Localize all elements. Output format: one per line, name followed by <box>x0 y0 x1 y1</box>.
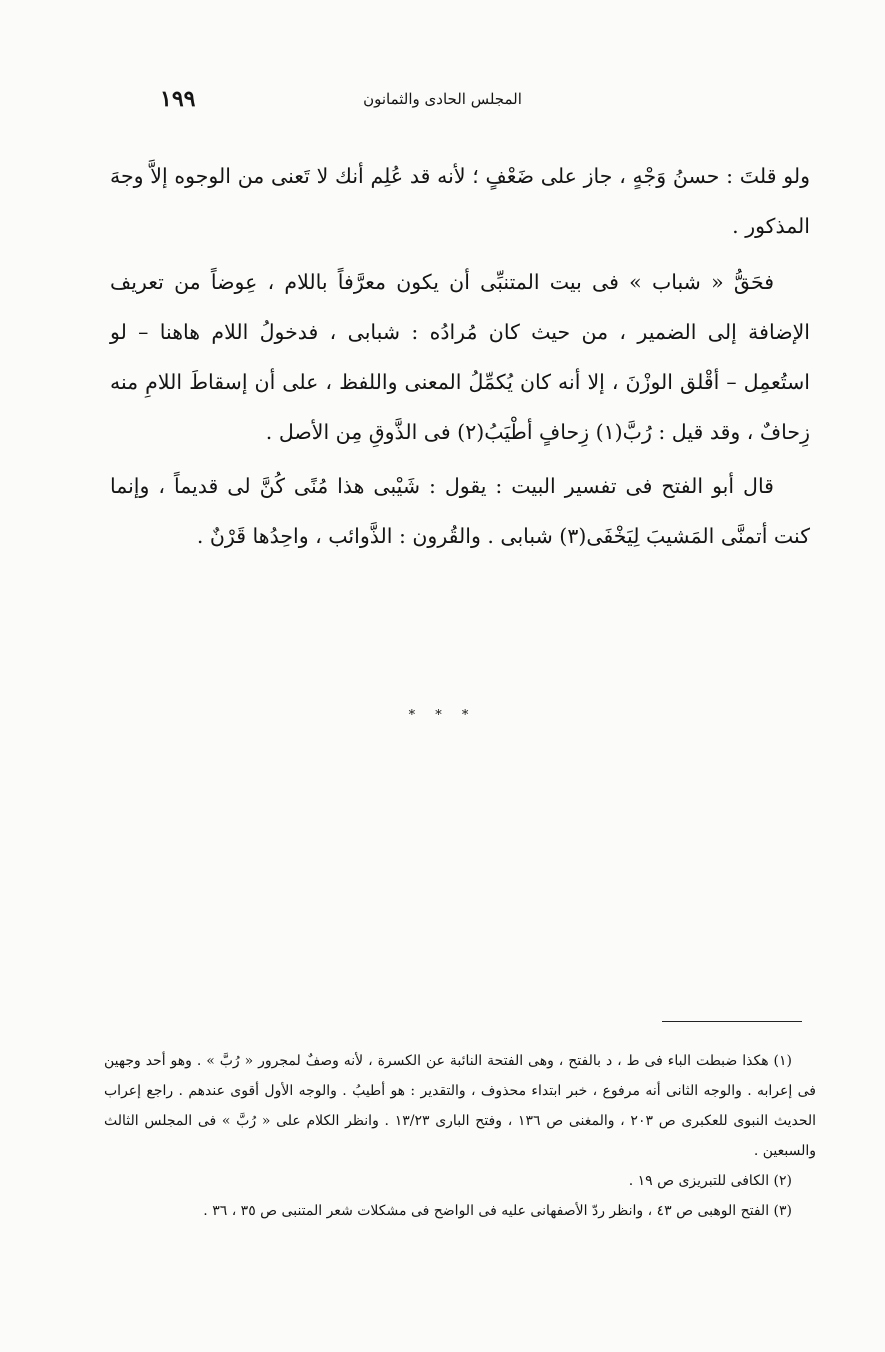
running-title: المجلس الحادى والثمانون <box>363 90 522 108</box>
footnote-3: (٣) الفتح الوهبى ص ٤٣ ، وانظر ردّ الأصفهانى عليه فى الواضح فى مشكلات شعر المتنبى ص ٣٥ ، ٣٦ . <box>203 1203 792 1219</box>
body-paragraph-2 <box>110 257 810 457</box>
footnote-1: (١) هكذا ضبطت الباء فى ط ، د بالفتح ، وهى الفتحة النائبة عن الكسرة ، لأنه وصفٌ لمجرور « رُبَّ » . وهو أحد وجهين فى إعرابه . والوجه الثانى أنه مرفوع ، خبر ابتداء محذوف ، والتقدير : هو أطيبُ . والوجه الأول أقوى عندهم . راجع إعراب الحديث النبوى للعكبرى ص ٢٠٣ ، والمغنى ص ١٣٦ ، وفتح البارى ١٣/٢٣ . وانظر الكلام على « رُبَّ » فى المجلس الثالث والسبعين . <box>104 1053 817 1159</box>
footnote-divider <box>662 1021 802 1022</box>
body-paragraph-1 <box>110 151 810 251</box>
body-paragraph-3 <box>110 461 810 561</box>
paragraph-text: قال أبو الفتح فى تفسير البيت : يقول : شَيْبى هذا مُنًى كُنَّ لى قديماً ، وإنما كنت أتمنَّى المَشيبَ لِيَخْفَى(٣) شبابى . والقُرون : الذَّوائب ، واحِدُها قَرْنٌ . <box>110 474 810 548</box>
footnotes <box>104 1046 816 1226</box>
page-number: ١٩٩ <box>160 86 196 112</box>
section-ornament: * * * <box>408 708 477 723</box>
running-head <box>110 86 775 116</box>
footnote-2: (٢) الكافى للتبريزى ص ١٩ . <box>628 1173 792 1189</box>
paragraph-text: فحَقُّ « شباب » فى بيت المتنبِّى أن يكون معرَّفاً باللام ، عِوضاً من تعريف الإضافة إلى الضمير ، من حيث كان مُرادُه : شبابى ، فدخولُ اللام هاهنا – لو استُعمِل – أقْلق الوزْنَ ، إلا أنه كان يُكمِّلُ المعنى واللفظ ، على أن إسقاطَ اللامِ منه زِحافٌ ، وقد قيل : رُبَّ(١) زِحافٍ أطْيَبُ(٢) فى الذَّوقِ مِن الأصل . <box>110 270 810 444</box>
paragraph-text: ولو قلتَ : حسنُ وَجْهٍ ، جاز على ضَعْفٍ ؛ لأنه قد عُلِم أنك لا تَعنى من الوجوه إلاَّ وجهَ المذكور . <box>110 164 810 238</box>
